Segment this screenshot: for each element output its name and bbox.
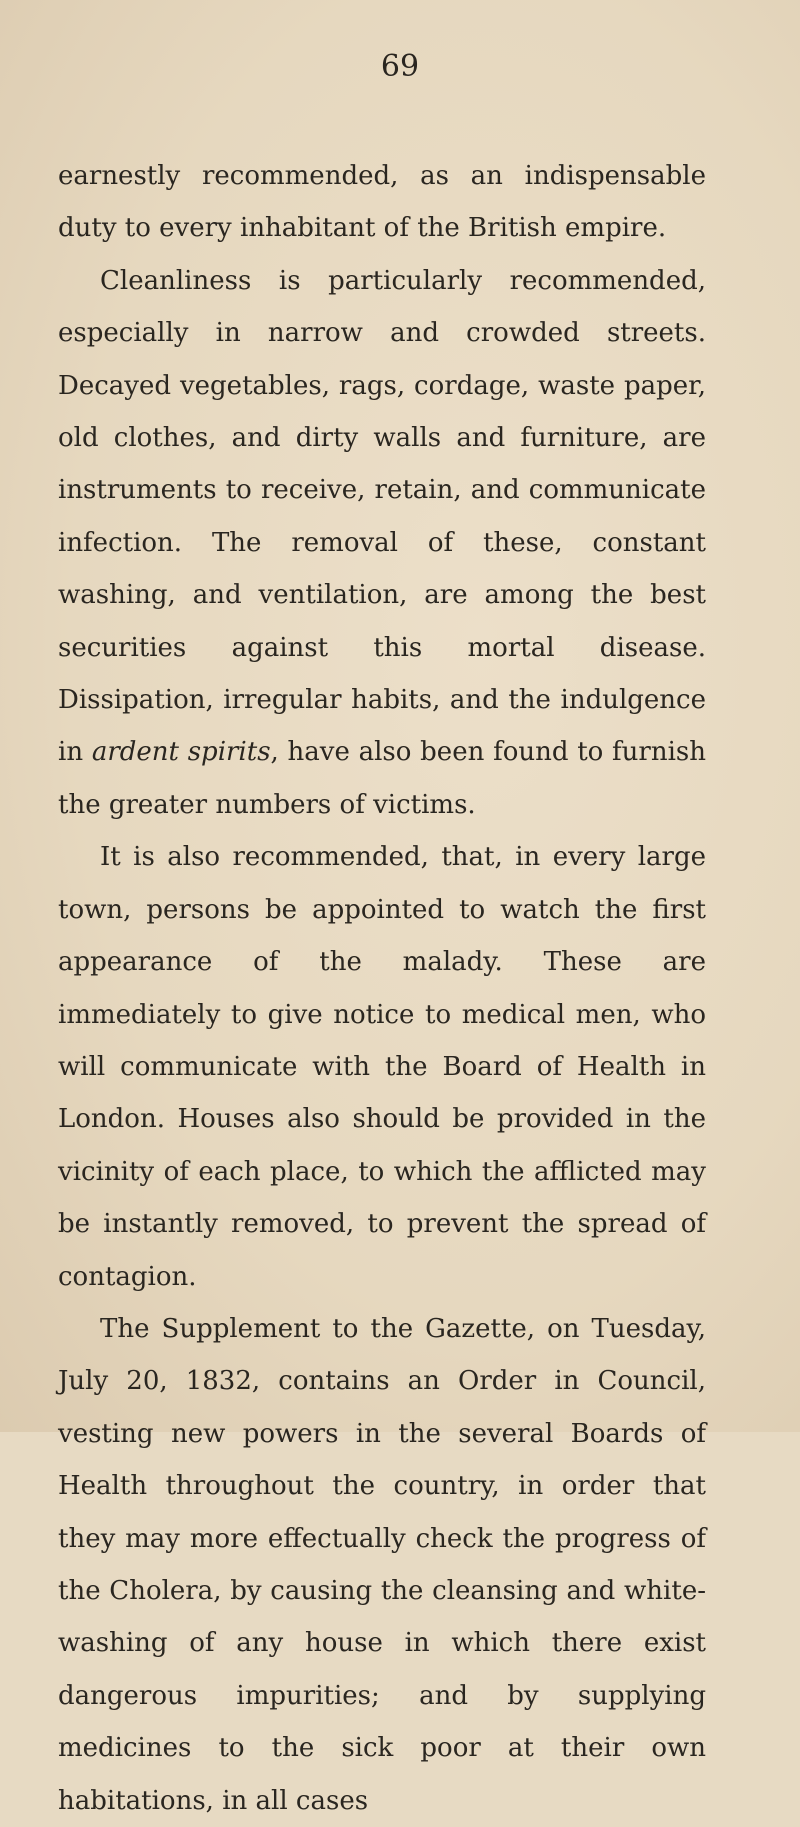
text-segment: earnestly recommended, as an indispensable duty to every inhabitant of the British empire. <box>58 161 706 244</box>
paragraph <box>58 831 706 1303</box>
text-segment: Cleanliness is particularly recommended, especially in narrow and crowded streets. Decayed vegetables, rags, cordage, waste paper, old clothes, and dirty walls and furniture, are instruments to receive, retain, and communicate infection. The removal of these, constant washing, and ventilation, are among the best securities against this mortal disease. Dissipation, irregular habits, and the indulgence in <box>58 265 706 768</box>
paragraph <box>58 1303 706 1827</box>
text-segment: It is also recommended, that, in every large town, persons be appointed to watch the first appearance of the malady. These are immediately to give notice to medical men, who will communicate with the Board of Health in London. Houses also should be provided in the vicinity of each place, to which the afflicted may be instantly removed, to prevent the spread of contagion. <box>58 842 706 1292</box>
paragraph <box>58 255 706 831</box>
emphasized-text: ardent spirits <box>91 737 271 768</box>
paragraph <box>58 150 706 255</box>
text-segment: The Supplement to the Gazette, on Tuesday, July 20, 1832, contains an Order in Council, vesting new powers in the several Boards of Health throughout the country, in order that they may more effectually check the progress of the Cholera, by causing the cleansing and white-washing of any house in which there exist dangerous impurities; and by supplying medicines to the sick poor at their own habitations, in all cases <box>58 1313 706 1816</box>
body-text <box>58 150 706 1827</box>
page-number: 69 <box>380 49 420 84</box>
text-segment: , have also been found to furnish the greater numbers of victims. <box>58 737 706 820</box>
